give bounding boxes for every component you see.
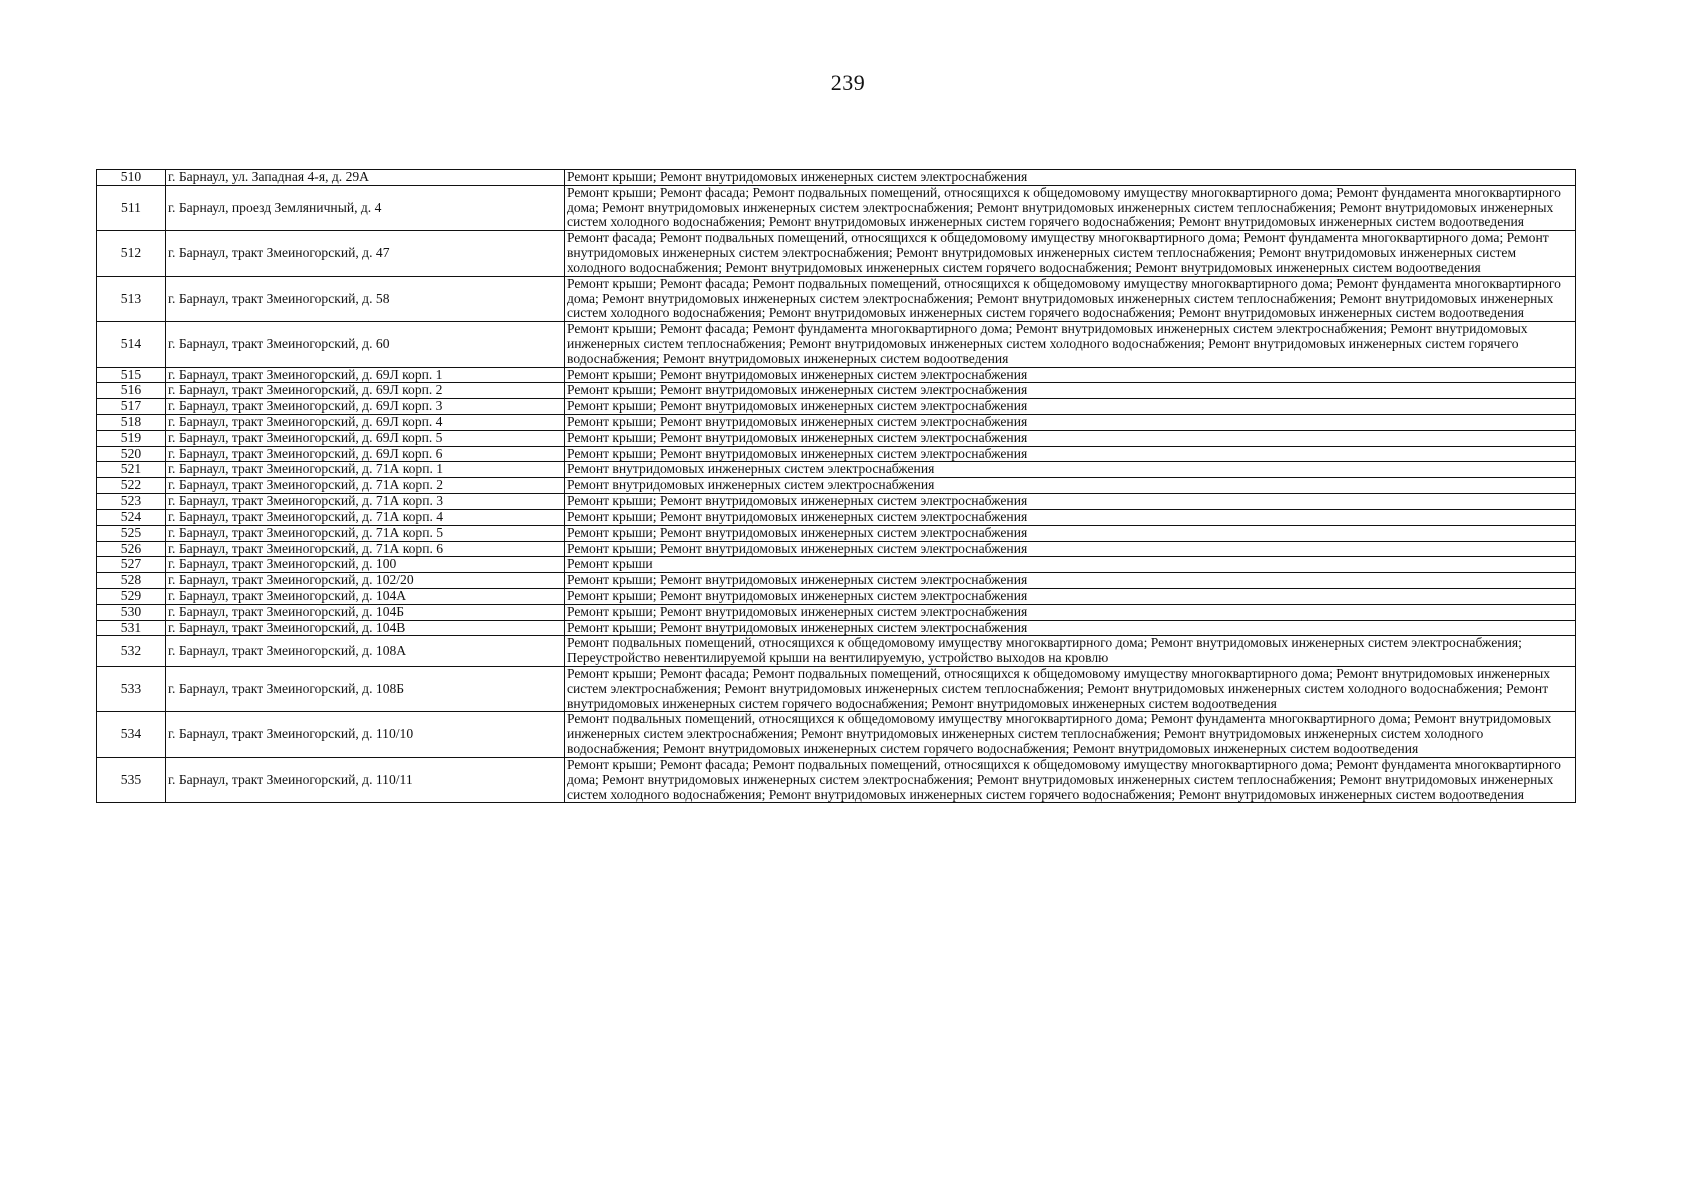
row-address: г. Барнаул, тракт Змеиногорский, д. 71А корп. 5 [166, 525, 565, 541]
row-number: 514 [97, 322, 166, 367]
row-address: г. Барнаул, тракт Змеиногорский, д. 69Л корп. 5 [166, 430, 565, 446]
row-works: Ремонт крыши; Ремонт внутридомовых инженерных систем электроснабжения [565, 399, 1576, 415]
row-address: г. Барнаул, тракт Змеиногорский, д. 102/20 [166, 573, 565, 589]
table-row [97, 415, 1576, 431]
row-number: 526 [97, 541, 166, 557]
row-number: 512 [97, 231, 166, 276]
table-row [97, 399, 1576, 415]
row-works: Ремонт крыши; Ремонт внутридомовых инженерных систем электроснабжения [565, 588, 1576, 604]
row-works: Ремонт крыши; Ремонт внутридомовых инженерных систем электроснабжения [565, 430, 1576, 446]
table-row [97, 367, 1576, 383]
row-address: г. Барнаул, тракт Змеиногорский, д. 60 [166, 322, 565, 367]
table-row [97, 712, 1576, 757]
row-number: 529 [97, 588, 166, 604]
row-address: г. Барнаул, тракт Змеиногорский, д. 69Л корп. 4 [166, 415, 565, 431]
table-row [97, 636, 1576, 667]
row-number: 531 [97, 620, 166, 636]
row-number: 518 [97, 415, 166, 431]
table-row [97, 478, 1576, 494]
row-number: 527 [97, 557, 166, 573]
table-row [97, 170, 1576, 186]
row-number: 513 [97, 276, 166, 321]
table-row [97, 185, 1576, 230]
row-works: Ремонт крыши; Ремонт внутридомовых инженерных систем электроснабжения [565, 525, 1576, 541]
table-row [97, 383, 1576, 399]
table-row [97, 446, 1576, 462]
row-number: 520 [97, 446, 166, 462]
row-works: Ремонт крыши; Ремонт внутридомовых инженерных систем электроснабжения [565, 573, 1576, 589]
row-address: г. Барнаул, тракт Змеиногорский, д. 100 [166, 557, 565, 573]
table-row [97, 494, 1576, 510]
registry-table-body [97, 170, 1576, 803]
row-address: г. Барнаул, проезд Земляничный, д. 4 [166, 185, 565, 230]
row-address: г. Барнаул, тракт Змеиногорский, д. 108Б [166, 667, 565, 712]
row-number: 525 [97, 525, 166, 541]
row-works: Ремонт крыши; Ремонт внутридомовых инженерных систем электроснабжения [565, 541, 1576, 557]
table-row [97, 276, 1576, 321]
row-works: Ремонт подвальных помещений, относящихся к общедомовому имуществу многоквартирного дома; Ремонт фундамента многоквартирного дома; Ремонт внутридомовых инженерных систем электроснабжения; Ремонт внутридомовых инженерных систем теплоснабжения; Ремонт внутридомовых инженерных систем холодного водоснабжения; Ремонт внутридомовых инженерных систем горячего водоснабжения; Ремонт внутридомовых инженерных систем водоотведения [565, 712, 1576, 757]
row-address: г. Барнаул, ул. Западная 4-я, д. 29А [166, 170, 565, 186]
row-number: 516 [97, 383, 166, 399]
row-works: Ремонт крыши; Ремонт фасада; Ремонт подвальных помещений, относящихся к общедомовому имуществу многоквартирного дома; Ремонт фундамента многоквартирного дома; Ремонт внутридомовых инженерных систем электроснабжения; Ремонт внутридомовых инженерных систем теплоснабжения; Ремонт внутридомовых инженерных систем холодного водоснабжения; Ремонт внутридомовых инженерных систем горячего водоснабжения; Ремонт внутридомовых инженерных систем водоотведения [565, 757, 1576, 802]
table-row [97, 462, 1576, 478]
row-works: Ремонт крыши; Ремонт внутридомовых инженерных систем электроснабжения [565, 170, 1576, 186]
row-works: Ремонт внутридомовых инженерных систем электроснабжения [565, 478, 1576, 494]
table-row [97, 757, 1576, 802]
table-row [97, 557, 1576, 573]
row-number: 519 [97, 430, 166, 446]
row-number: 510 [97, 170, 166, 186]
row-address: г. Барнаул, тракт Змеиногорский, д. 71А корп. 6 [166, 541, 565, 557]
row-works: Ремонт крыши [565, 557, 1576, 573]
row-works: Ремонт крыши; Ремонт внутридомовых инженерных систем электроснабжения [565, 494, 1576, 510]
registry-table [96, 169, 1576, 803]
row-number: 523 [97, 494, 166, 510]
table-row [97, 620, 1576, 636]
row-works: Ремонт крыши; Ремонт внутридомовых инженерных систем электроснабжения [565, 620, 1576, 636]
row-address: г. Барнаул, тракт Змеиногорский, д. 69Л корп. 2 [166, 383, 565, 399]
row-works: Ремонт фасада; Ремонт подвальных помещений, относящихся к общедомовому имуществу многоквартирного дома; Ремонт фундамента многоквартирного дома; Ремонт внутридомовых инженерных систем электроснабжения; Ремонт внутридомовых инженерных систем теплоснабжения; Ремонт внутридомовых инженерных систем холодного водоснабжения; Ремонт внутридомовых инженерных систем горячего водоснабжения; Ремонт внутридомовых инженерных систем водоотведения [565, 231, 1576, 276]
row-works: Ремонт крыши; Ремонт внутридомовых инженерных систем электроснабжения [565, 383, 1576, 399]
row-works: Ремонт крыши; Ремонт внутридомовых инженерных систем электроснабжения [565, 415, 1576, 431]
row-works: Ремонт крыши; Ремонт фасада; Ремонт подвальных помещений, относящихся к общедомовому имуществу многоквартирного дома; Ремонт внутридомовых инженерных систем электроснабжения; Ремонт внутридомовых инженерных систем теплоснабжения; Ремонт внутридомовых инженерных систем холодного водоснабжения; Ремонт внутридомовых инженерных систем горячего водоснабжения; Ремонт внутридомовых инженерных систем водоотведения [565, 667, 1576, 712]
row-address: г. Барнаул, тракт Змеиногорский, д. 108А [166, 636, 565, 667]
row-number: 533 [97, 667, 166, 712]
row-works: Ремонт крыши; Ремонт внутридомовых инженерных систем электроснабжения [565, 367, 1576, 383]
row-address: г. Барнаул, тракт Змеиногорский, д. 47 [166, 231, 565, 276]
row-number: 515 [97, 367, 166, 383]
row-address: г. Барнаул, тракт Змеиногорский, д. 110/10 [166, 712, 565, 757]
row-address: г. Барнаул, тракт Змеиногорский, д. 104В [166, 620, 565, 636]
table-row [97, 430, 1576, 446]
table-row [97, 667, 1576, 712]
row-works: Ремонт крыши; Ремонт фасада; Ремонт подвальных помещений, относящихся к общедомовому имуществу многоквартирного дома; Ремонт фундамента многоквартирного дома; Ремонт внутридомовых инженерных систем электроснабжения; Ремонт внутридомовых инженерных систем теплоснабжения; Ремонт внутридомовых инженерных систем холодного водоснабжения; Ремонт внутридомовых инженерных систем горячего водоснабжения; Ремонт внутридомовых инженерных систем водоотведения [565, 276, 1576, 321]
row-address: г. Барнаул, тракт Змеиногорский, д. 110/11 [166, 757, 565, 802]
row-number: 535 [97, 757, 166, 802]
row-address: г. Барнаул, тракт Змеиногорский, д. 69Л корп. 1 [166, 367, 565, 383]
row-number: 522 [97, 478, 166, 494]
row-address: г. Барнаул, тракт Змеиногорский, д. 104Б [166, 604, 565, 620]
row-address: г. Барнаул, тракт Змеиногорский, д. 71А корп. 4 [166, 509, 565, 525]
table-row [97, 604, 1576, 620]
row-address: г. Барнаул, тракт Змеиногорский, д. 58 [166, 276, 565, 321]
row-address: г. Барнаул, тракт Змеиногорский, д. 71А корп. 3 [166, 494, 565, 510]
row-works: Ремонт крыши; Ремонт фасада; Ремонт подвальных помещений, относящихся к общедомовому имуществу многоквартирного дома; Ремонт фундамента многоквартирного дома; Ремонт внутридомовых инженерных систем электроснабжения; Ремонт внутридомовых инженерных систем теплоснабжения; Ремонт внутридомовых инженерных систем холодного водоснабжения; Ремонт внутридомовых инженерных систем горячего водоснабжения; Ремонт внутридомовых инженерных систем водоотведения [565, 185, 1576, 230]
table-row [97, 588, 1576, 604]
row-number: 517 [97, 399, 166, 415]
row-number: 534 [97, 712, 166, 757]
row-address: г. Барнаул, тракт Змеиногорский, д. 69Л корп. 3 [166, 399, 565, 415]
table-row [97, 231, 1576, 276]
table-row [97, 322, 1576, 367]
row-works: Ремонт крыши; Ремонт внутридомовых инженерных систем электроснабжения [565, 604, 1576, 620]
row-number: 511 [97, 185, 166, 230]
row-number: 524 [97, 509, 166, 525]
row-address: г. Барнаул, тракт Змеиногорский, д. 104А [166, 588, 565, 604]
row-works: Ремонт крыши; Ремонт внутридомовых инженерных систем электроснабжения [565, 509, 1576, 525]
row-works: Ремонт подвальных помещений, относящихся к общедомовому имуществу многоквартирного дома; Ремонт внутридомовых инженерных систем электроснабжения; Переустройство невентилируемой крыши на вентилируемую, устройство выходов на кровлю [565, 636, 1576, 667]
row-works: Ремонт крыши; Ремонт фасада; Ремонт фундамента многоквартирного дома; Ремонт внутридомовых инженерных систем электроснабжения; Ремонт внутридомовых инженерных систем теплоснабжения; Ремонт внутридомовых инженерных систем холодного водоснабжения; Ремонт внутридомовых инженерных систем горячего водоснабжения; Ремонт внутридомовых инженерных систем водоотведения [565, 322, 1576, 367]
row-address: г. Барнаул, тракт Змеиногорский, д. 71А корп. 2 [166, 478, 565, 494]
row-number: 528 [97, 573, 166, 589]
table-row [97, 573, 1576, 589]
row-number: 521 [97, 462, 166, 478]
row-number: 532 [97, 636, 166, 667]
row-works: Ремонт внутридомовых инженерных систем электроснабжения [565, 462, 1576, 478]
table-row [97, 541, 1576, 557]
row-number: 530 [97, 604, 166, 620]
row-works: Ремонт крыши; Ремонт внутридомовых инженерных систем электроснабжения [565, 446, 1576, 462]
page-number: 239 [830, 70, 866, 95]
table-row [97, 509, 1576, 525]
table-row [97, 525, 1576, 541]
row-address: г. Барнаул, тракт Змеиногорский, д. 69Л корп. 6 [166, 446, 565, 462]
row-address: г. Барнаул, тракт Змеиногорский, д. 71А корп. 1 [166, 462, 565, 478]
